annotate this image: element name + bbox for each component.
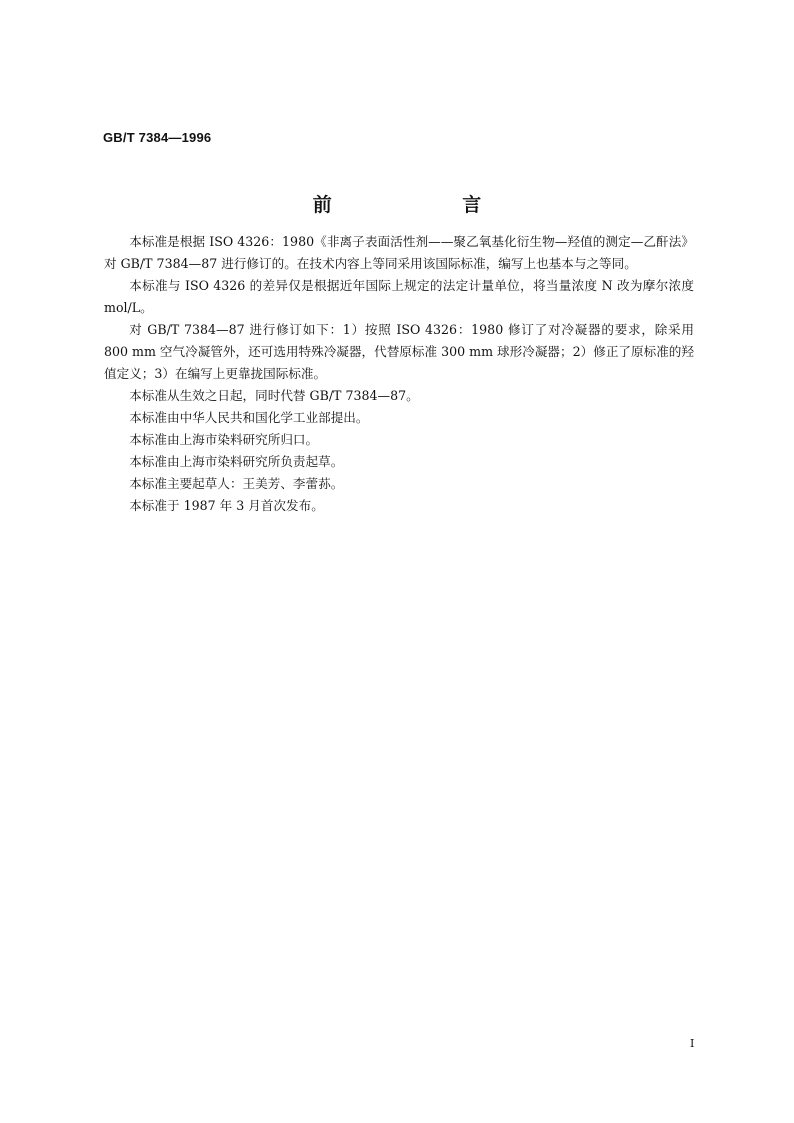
- paragraph-revisions: 对 GB/T 7384—87 进行修订如下：1）按照 ISO 4326：1980 修订了对冷凝器的要求，除采用 800 mm 空气冷凝管外，还可选用特殊冷凝器，代替原标准 300 mm 球形冷凝器；2）修正了原标准的羟值定义；3）在编写上更靠拢国际标准。: [104, 322, 694, 381]
- standard-code: GB/T 7384—1996: [103, 130, 212, 145]
- paragraph-drafters: 本标准主要起草人：王美芳、李蕾荪。: [129, 476, 344, 491]
- paragraph-drafting-unit: 本标准由上海市染料研究所负责起草。: [129, 454, 344, 469]
- paragraph-supersedes: 本标准从生效之日起，同时代替 GB/T 7384—87。: [129, 388, 419, 403]
- paragraph-differences: 本标准与 ISO 4326 的差异仅是根据近年国际上规定的法定计量单位，将当量浓度 N 改为摩尔浓度 mol/L。: [104, 278, 694, 315]
- page-number: I: [690, 1037, 695, 1050]
- paragraph-first-issue: 本标准于 1987 年 3 月首次发布。: [129, 498, 324, 513]
- page-title: 前 言: [312, 194, 544, 216]
- foreword-body: [104, 231, 694, 517]
- paragraph-centralizer: 本标准由上海市染料研究所归口。: [129, 432, 319, 447]
- paragraph-adoption: 本标准是根据 ISO 4326：1980《非离子表面活性剂——聚乙氧基化衍生物—羟值的测定—乙酐法》对 GB/T 7384—87 进行修订的。在技术内容上等同采用该国际标准，编写上也基本与之等同。: [104, 234, 694, 271]
- paragraph-proposer: 本标准由中华人民共和国化学工业部提出。: [129, 410, 369, 425]
